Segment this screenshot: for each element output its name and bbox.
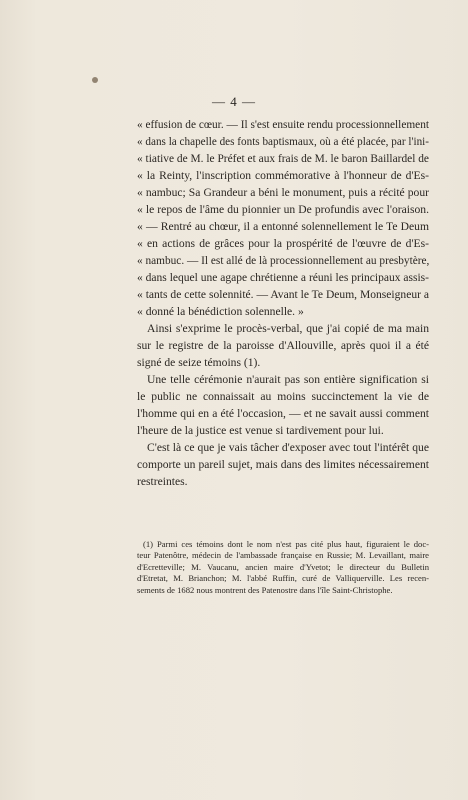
paragraph [137, 320, 429, 371]
text-line: « donné la bénédiction solennelle. » [137, 305, 304, 318]
quoted-paragraph [137, 116, 429, 320]
text-line: C'est là ce que je vais tâcher d'exposer avec tout l'intérêt que [147, 441, 429, 454]
ink-spot [92, 77, 98, 83]
text-line: « dans la chapelle des fonts baptismaux, où a été placée, par l'ini- [137, 135, 429, 148]
footnote-line: sements de 1682 nous montrent des Patenostre dans l'île Saint-Christophe. [137, 584, 393, 595]
text-line: « tants de cette solennité. — Avant le Te Deum, Monseigneur a [137, 288, 429, 301]
text-line: « nambuc. — Il est allé de là processionnellement au presbytère, [137, 254, 430, 267]
text-line: signé de seize témoins (1). [137, 356, 261, 369]
text-line: « tiative de M. le Préfet et aux frais de M. le baron Baillardel de [137, 152, 429, 165]
footnote-line: d'Etretat, M. Brianchon; M. l'abbé Ruffin, curé de Valliquerville. Les recen- [137, 573, 429, 584]
text-line: l'homme qui en a été l'occasion, — et ne savait aussi comment [137, 407, 429, 420]
text-line: sur le registre de la paroisse d'Allouville, après quoi il a été [137, 339, 429, 352]
text-line: « la Reinty, l'inscription commémorative à l'honneur de d'Es- [137, 169, 429, 182]
text-line: restreintes. [137, 475, 188, 488]
text-line: l'heure de la justice est venue si tardivement pour lui. [137, 424, 384, 437]
paragraph [137, 371, 429, 439]
text-line: « le repos de l'âme du pionnier un De profundis avec l'oraison. [137, 203, 429, 216]
text-line: le public ne connaissait au moins succinctement la vie de [137, 390, 429, 403]
text-line: Ainsi s'exprime le procès-verbal, que j'ai copié de ma main [147, 322, 429, 335]
text-line: « nambuc; Sa Grandeur a béni le monument, puis a récité pour [137, 186, 429, 199]
footnote [137, 539, 429, 596]
body-text [137, 116, 429, 490]
text-line: Une telle cérémonie n'aurait pas son entière signification si [147, 373, 429, 386]
paragraph [137, 439, 429, 490]
footnote-line: teur Patenôtre, médecin de l'ambassade française en Russie; M. Levaillant, maire [137, 550, 429, 561]
footnote-line: (1) Parmi ces témoins dont le nom n'est pas cité plus haut, figuraient le doc- [143, 539, 429, 549]
footnote-line: d'Ecretteville; M. Vaucanu, ancien maire d'Yvetot; le directeur du Bulletin [137, 561, 429, 572]
text-line: « — Rentré au chœur, il a entonné solennellement le Te Deum [137, 220, 429, 233]
text-line: « dans lequel une agape chrétienne a réuni les principaux assis- [137, 271, 429, 284]
text-line: comporte un pareil sujet, mais dans des limites nécessairement [137, 458, 429, 471]
text-line: « effusion de cœur. — Il s'est ensuite rendu processionnellement [137, 118, 429, 131]
page-number: — 4 — [212, 94, 256, 109]
text-line: « en actions de grâces pour la prospérité de l'œuvre de d'Es- [137, 237, 429, 250]
